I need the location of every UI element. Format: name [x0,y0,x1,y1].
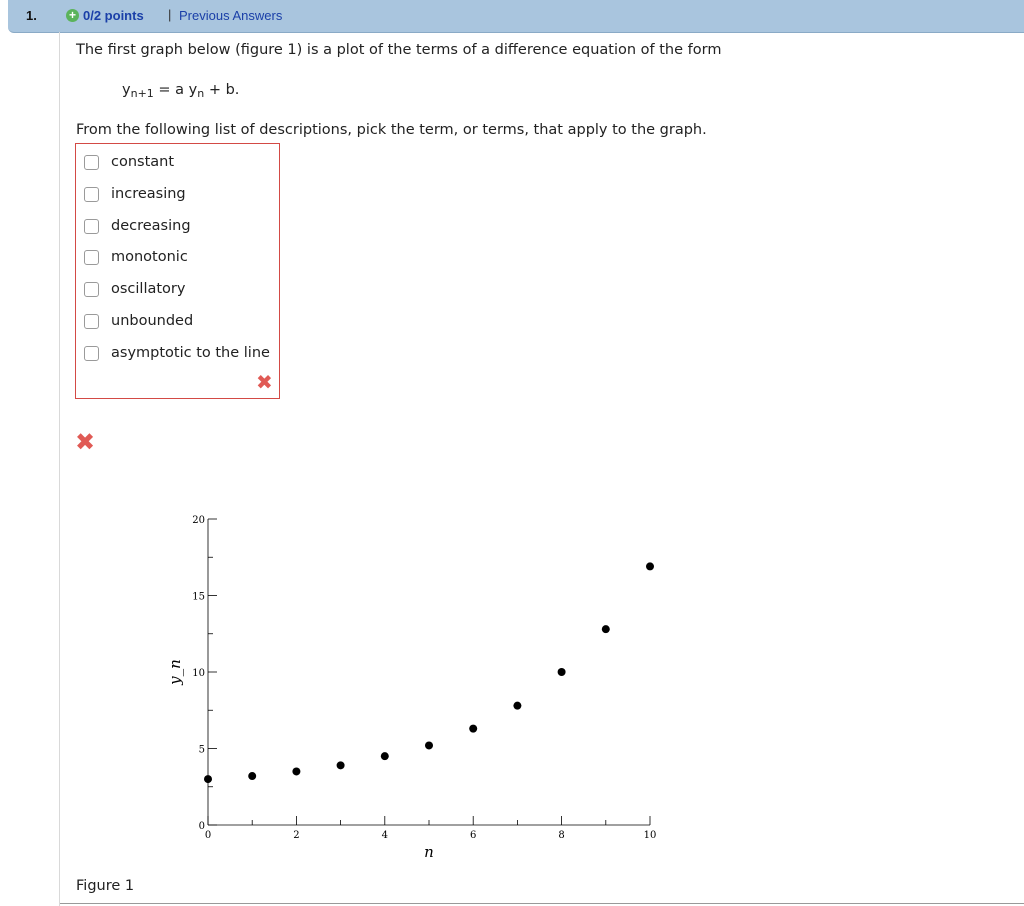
options-list [75,143,280,399]
option-label: oscillatory [111,281,186,297]
option-unbounded[interactable] [84,310,193,332]
question-text: The first graph below (figure 1) is a plot of the terms of a difference equation of the form [76,42,722,58]
data-point [646,562,654,570]
equation-subscript-n-plus-1: n+1 [130,87,154,100]
option-increasing[interactable] [84,183,186,205]
header-separator: | [168,7,172,22]
option-label: decreasing [111,218,191,234]
x-tick-label: 6 [470,830,477,841]
plus-circle-icon[interactable]: + [66,9,79,22]
x-axis-label: n [424,843,434,861]
y-tick-label: 10 [192,668,205,679]
option-label: asymptotic to the line [111,345,270,361]
checkbox[interactable] [84,314,99,329]
x-tick-label: 2 [293,830,300,841]
data-point [513,702,521,710]
equation-y: y [122,82,131,98]
data-point [558,668,566,676]
option-label: increasing [111,186,186,202]
y-axis-label: y_n [166,659,184,685]
data-point [602,625,610,633]
incorrect-answer-icon: ✖ [75,428,96,456]
checkbox[interactable] [84,187,99,202]
checkbox[interactable] [84,346,99,361]
option-label: unbounded [111,313,194,329]
incorrect-mark-icon: ✖ [256,370,273,394]
question-number: 1. [26,8,37,23]
question-header [8,0,1024,33]
option-oscillatory[interactable] [84,278,185,300]
checkbox[interactable] [84,250,99,265]
x-tick-label: 4 [381,830,388,841]
x-tick-label: 8 [558,830,565,841]
y-tick-label: 5 [198,744,205,756]
difference-equation-scatter-plot [150,505,670,865]
data-point [204,775,212,783]
option-constant[interactable] [84,151,174,173]
checkbox[interactable] [84,155,99,170]
previous-answers-link[interactable]: Previous Answers [179,8,283,23]
data-point [469,725,477,733]
checkbox[interactable] [84,219,99,234]
difference-equation [122,82,239,98]
x-tick-label: 10 [643,830,657,841]
x-tick-label: 0 [204,830,212,841]
checkbox[interactable] [84,282,99,297]
equation-subscript-n: n [197,87,205,100]
equation-end: + b. [204,82,240,98]
data-point [292,767,300,775]
bottom-rule [60,903,1024,904]
option-label: monotonic [111,249,188,265]
option-label: constant [111,154,175,170]
points-score: 0/2 points [83,8,144,23]
y-tick-label: 0 [198,821,205,832]
y-tick-label: 20 [192,515,205,526]
equation-middle: = a y [153,82,198,98]
option-decreasing[interactable] [84,215,191,237]
left-rule [59,32,60,906]
y-tick-label: 15 [192,591,205,603]
data-point [381,752,389,760]
option-asymptotic[interactable] [84,342,270,364]
data-point [337,761,345,769]
data-point [425,741,433,749]
data-point [248,772,256,780]
option-monotonic[interactable] [84,246,188,268]
figure-caption: Figure 1 [76,878,135,894]
instruction-text: From the following list of descriptions, pick the term, or terms, that apply to the graph. [76,122,707,138]
